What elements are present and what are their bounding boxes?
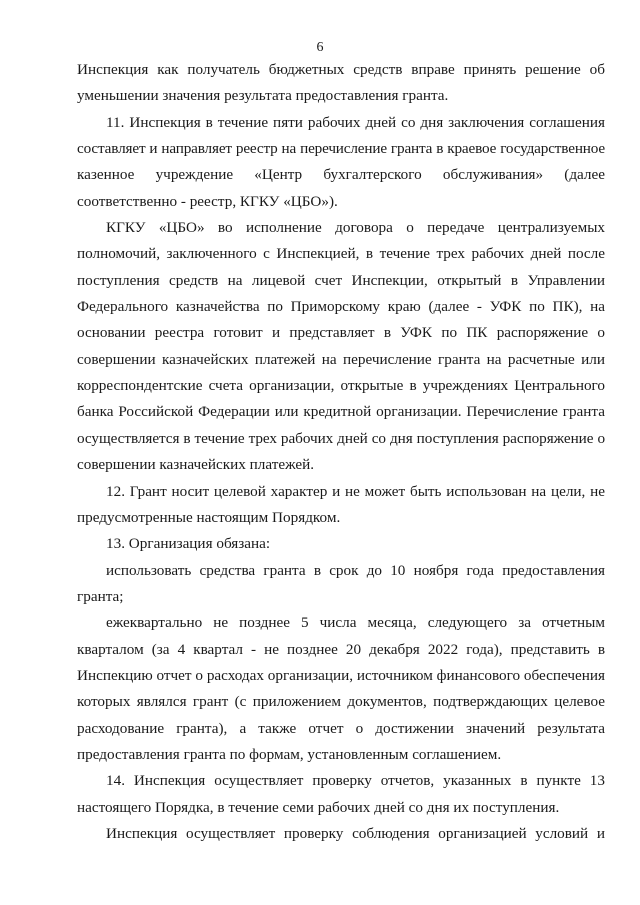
text-line: предусмотренные настоящим Порядком. bbox=[77, 508, 341, 526]
text-line: осуществляется в течение трех рабочих дней со дня поступления распоряжение о bbox=[77, 429, 605, 447]
text-line: предоставления гранта по формам, установленным соглашением. bbox=[77, 745, 502, 763]
text-line: 14. Инспекция осуществляет проверку отчетов, указанных в пункте 13 bbox=[106, 772, 605, 790]
text-line: расходование гранта), а также отчет о достижении значений результата bbox=[77, 719, 605, 737]
text-line: 11. Инспекция в течение пяти рабочих дней со дня заключения соглашения bbox=[106, 113, 605, 131]
text-line: использовать средства гранта в срок до 10 ноября года предоставления bbox=[106, 561, 605, 579]
text-line: казенное учреждение «Центр бухгалтерского обслуживания» (далее bbox=[77, 166, 605, 184]
text-line: банка Российской Федерации или кредитной организации. Перечисление гранта bbox=[77, 403, 605, 421]
text-line: полномочий, заключенного с Инспекцией, в течение трех рабочих дней после bbox=[77, 245, 605, 263]
text-line: кварталом (за 4 квартал - не позднее 20 декабря 2022 года), представить в bbox=[77, 640, 605, 658]
text-line: составляет и направляет реестр на перечисление гранта в краевое государственное bbox=[77, 140, 605, 158]
text-line: соответственно - реестр, КГКУ «ЦБО»). bbox=[77, 192, 338, 210]
text-line: уменьшении значения результата предоставления гранта. bbox=[77, 87, 449, 105]
text-line: которых являлся грант (с приложением документов, подтверждающих целевое bbox=[77, 693, 605, 711]
text-line: корреспондентские счета организации, открытые в учреждениях Центрального bbox=[77, 377, 605, 395]
text-line: поступления средств на лицевой счет Инспекции, открытый в Управлении bbox=[77, 271, 605, 289]
text-line: Федерального казначейства по Приморскому краю (далее - УФК по ПК), на bbox=[77, 298, 605, 316]
text-line: настоящего Порядка, в течение семи рабочих дней со дня их поступления. bbox=[77, 798, 560, 816]
text-line: 12. Грант носит целевой характер и не может быть использован на цели, не bbox=[106, 482, 605, 500]
text-line: Инспекция как получатель бюджетных средств вправе принять решение об bbox=[77, 61, 605, 78]
text-line: Инспекцию отчет о расходах организации, источником финансового обеспечения bbox=[77, 666, 605, 684]
text-line: совершении казначейских платежей. bbox=[77, 456, 315, 474]
text-line: основании реестра готовит и представляет в УФК по ПК распоряжение о bbox=[77, 324, 605, 342]
text-line: ежеквартально не позднее 5 числа месяца, следующего за отчетным bbox=[106, 614, 605, 632]
text-line: совершении казначейских платежей на перечисление гранта на расчетные или bbox=[77, 350, 605, 368]
page-number: 6 bbox=[316, 40, 324, 55]
text-line: КГКУ «ЦБО» во исполнение договора о передаче централизуемых bbox=[106, 219, 605, 237]
document-body bbox=[77, 57, 605, 847]
text-line: гранта; bbox=[77, 587, 124, 605]
text-line: Инспекция осуществляет проверку соблюдения организацией условий и bbox=[106, 824, 605, 842]
text-line: 13. Организация обязана: bbox=[106, 535, 271, 553]
